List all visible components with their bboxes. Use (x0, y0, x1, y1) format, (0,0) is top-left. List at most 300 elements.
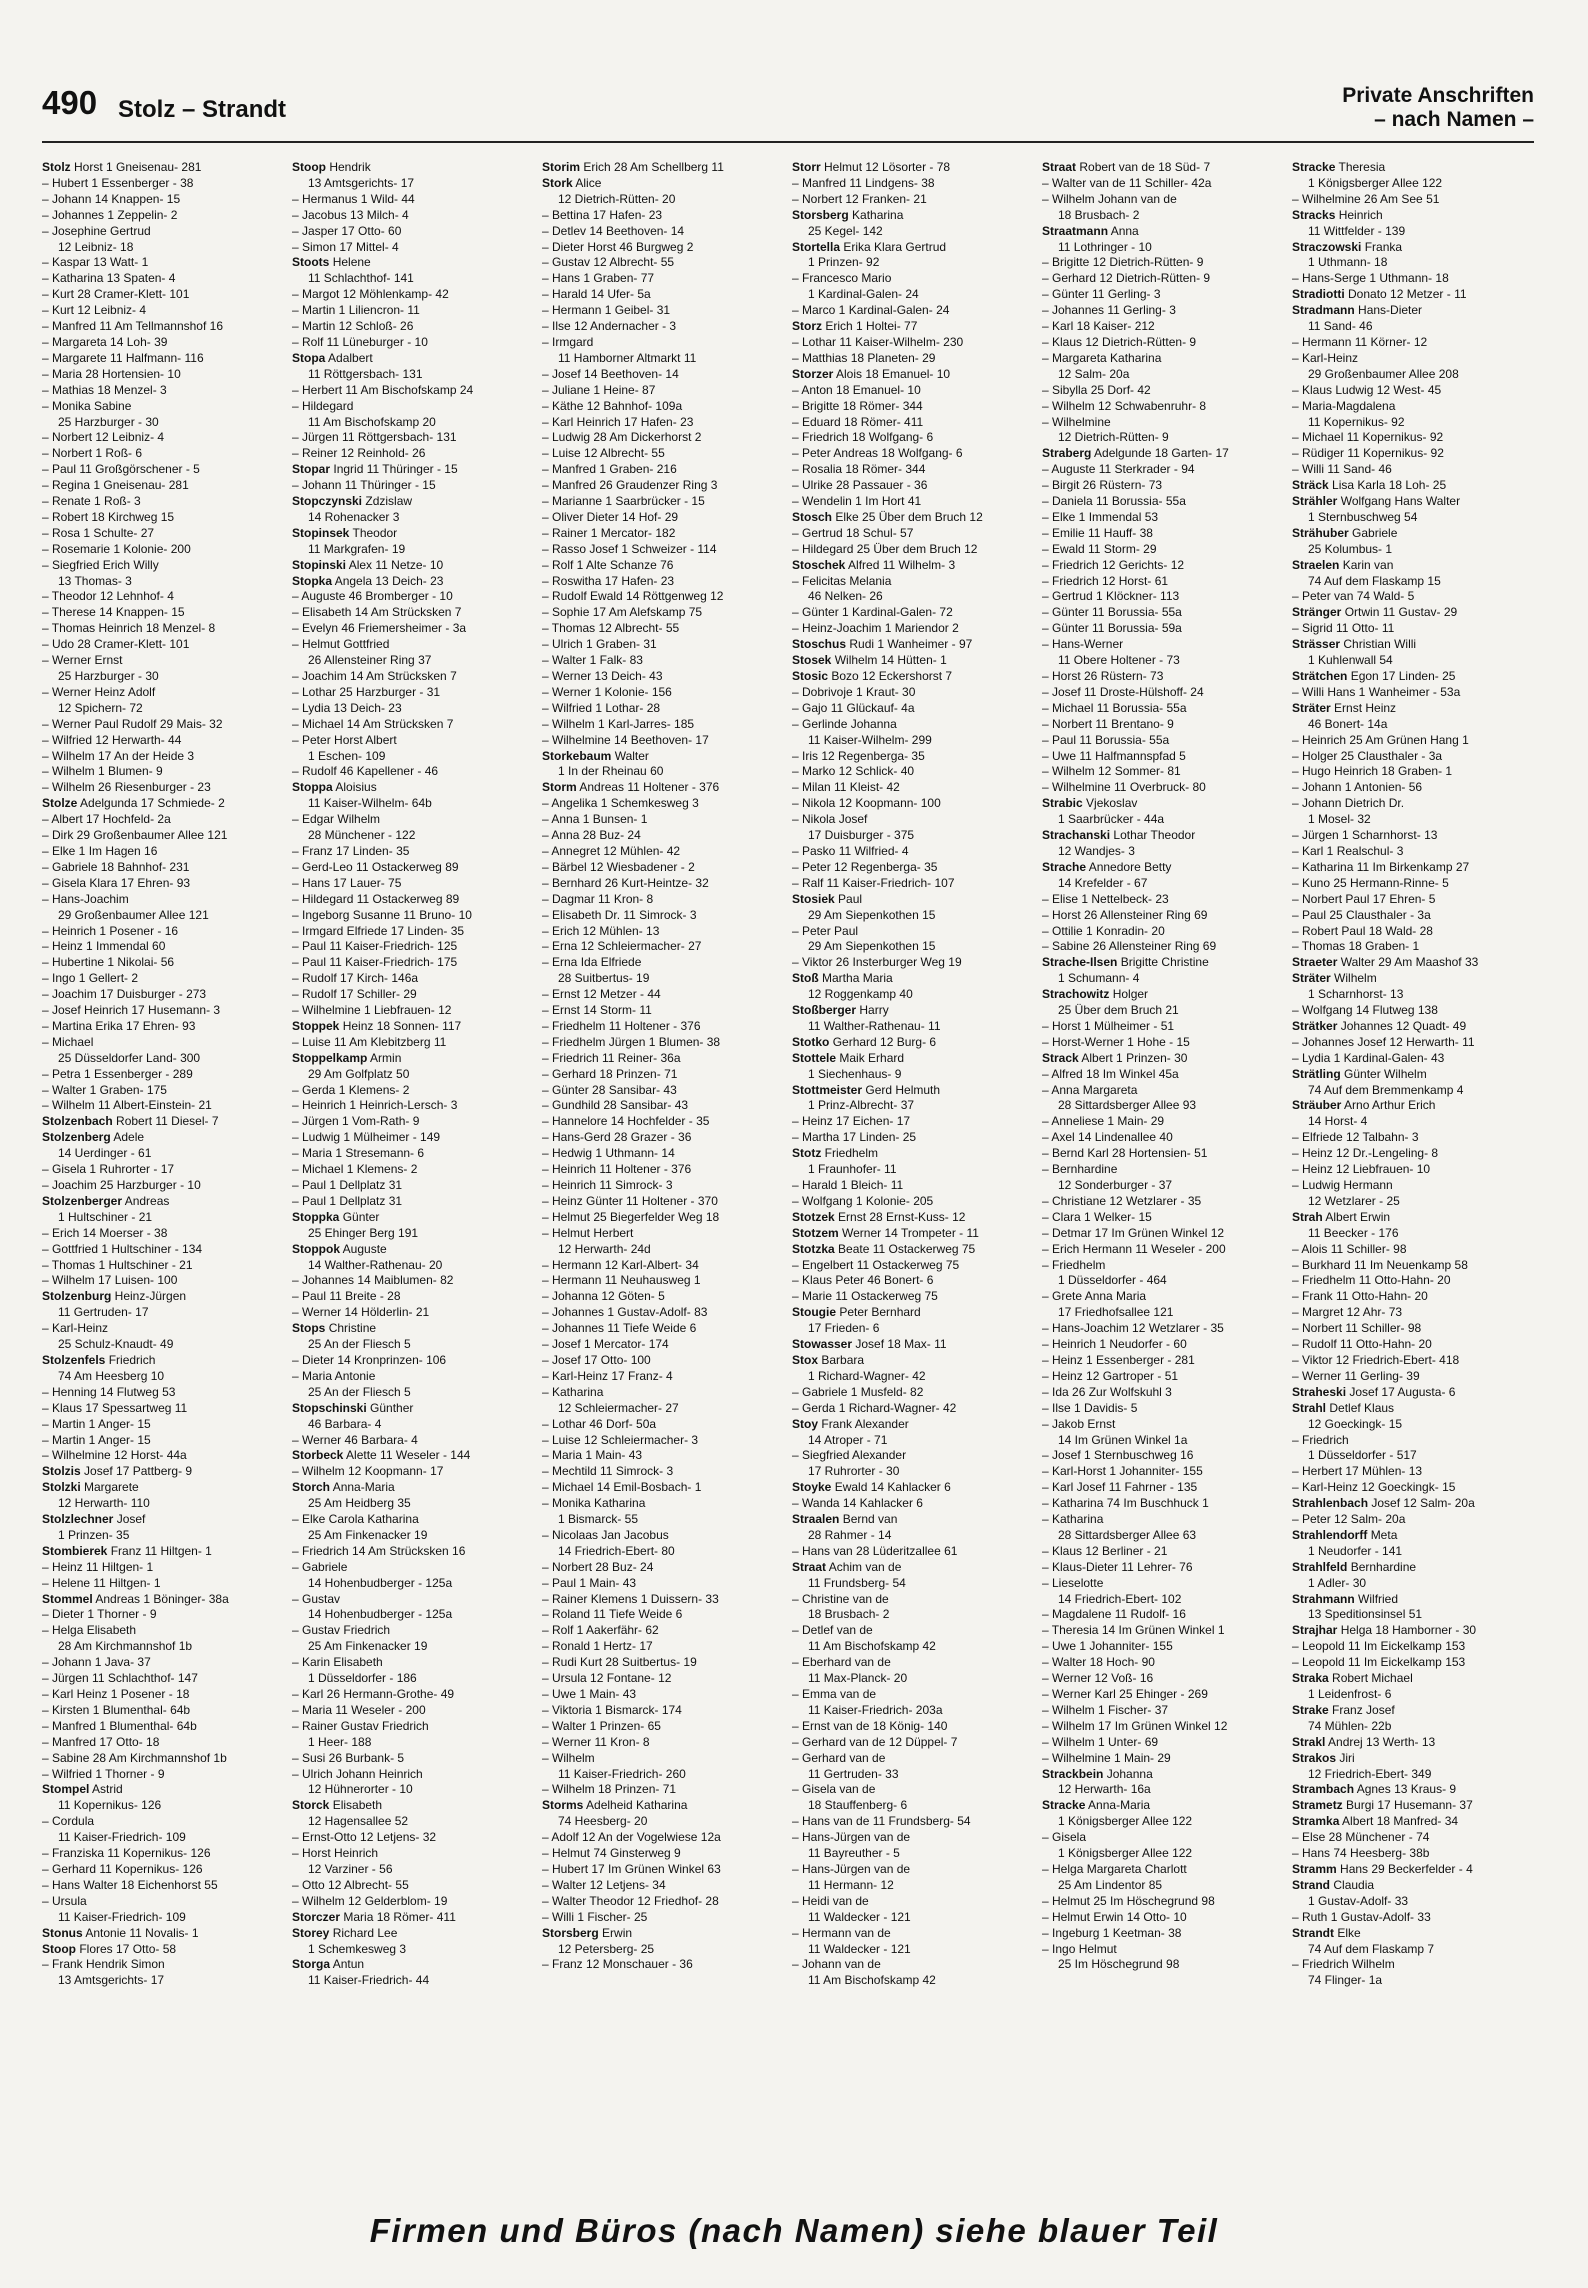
directory-entry (792, 987, 1042, 1003)
directory-entry (292, 1655, 542, 1671)
entry-text: – Heinz 11 Hiltgen- 1 (42, 1559, 154, 1574)
entry-text: – Ulrich 1 Graben- 31 (542, 637, 657, 652)
surname: Stoschus (792, 637, 847, 652)
entry-text: – Werner 12 Voß- 16 (1042, 1671, 1154, 1686)
entry-text: – Rudolf 17 Schiller- 29 (292, 987, 417, 1002)
directory-entry (792, 574, 1042, 590)
surname: Stoyke (792, 1480, 832, 1495)
entry-text: – Horst 26 Allensteiner Ring 69 (1042, 907, 1208, 922)
entry-text: Agnes 13 Kraus- 9 (1356, 1782, 1457, 1797)
surname: Stolz (42, 160, 71, 174)
entry-text: – Martin 12 Schloß- 26 (292, 319, 414, 334)
surname: Strätker (1292, 1018, 1338, 1033)
directory-entry (42, 494, 292, 510)
entry-text: Karin van (1342, 557, 1394, 572)
directory-entry (1042, 1544, 1292, 1560)
entry-text: Franka (1364, 239, 1403, 254)
entry-text: Ewald 14 Kahlacker 6 (834, 1480, 951, 1495)
directory-entry (1292, 1576, 1542, 1592)
entry-text: – Michael 1 Klemens- 2 (292, 1162, 418, 1177)
directory-entry (42, 1321, 292, 1337)
entry-text: – Otto 12 Albrecht- 55 (292, 1877, 409, 1892)
entry-text: 11 Frundsberg- 54 (808, 1575, 906, 1590)
entry-text: – Elisabeth 14 Am Strücksken 7 (292, 605, 462, 620)
section-heading (1342, 84, 1534, 132)
directory-entry (542, 224, 792, 240)
directory-entry (1292, 1878, 1542, 1894)
directory-entry (792, 1798, 1042, 1814)
directory-entry (542, 160, 792, 176)
entry-text: – Peter 12 Regenberga- 35 (792, 859, 938, 874)
directory-entry (42, 876, 292, 892)
entry-text: – Gajo 11 Glückauf- 4a (792, 700, 915, 715)
entry-text: Adelgunde 18 Garten- 17 (1094, 446, 1229, 461)
entry-text: 1 Düsseldorfer - 464 (1058, 1273, 1167, 1288)
directory-entry (542, 828, 792, 844)
entry-text: – Marie 11 Ostackerweg 75 (792, 1289, 938, 1304)
directory-entry (792, 526, 1042, 542)
directory-entry (1292, 1273, 1542, 1289)
directory-entry (792, 399, 1042, 415)
directory-entry (1292, 1321, 1542, 1337)
entry-text: 25 Kegel- 142 (808, 223, 883, 238)
entry-text: – Hildegard 25 Über dem Bruch 12 (792, 541, 978, 556)
entry-text: – Sabine 28 Am Kirchmannshof 1b (42, 1750, 227, 1765)
directory-entry (1042, 780, 1292, 796)
entry-text: Jiri (1339, 1750, 1355, 1765)
entry-text: – Felicitas Melania (792, 573, 892, 588)
surname: Strake (1292, 1702, 1329, 1717)
entry-text: 12 Sonderburger - 37 (1058, 1178, 1173, 1192)
directory-entry (1292, 653, 1542, 669)
surname: Stopinsek (292, 525, 350, 540)
entry-text: – Walter Theodor 12 Friedhof- 28 (542, 1893, 719, 1908)
entry-text: – Franziska 11 Kopernikus- 126 (42, 1846, 211, 1861)
entry-text: – Karl-Horst 1 Johanniter- 155 (1042, 1464, 1203, 1479)
directory-entry (1292, 446, 1542, 462)
surname: Strack (1042, 1050, 1079, 1065)
entry-text: 25 An der Fliesch 5 (308, 1384, 411, 1399)
entry-text: Elisabeth (332, 1798, 383, 1813)
entry-text: 11 Kaiser-Friedrich- 260 (558, 1766, 686, 1781)
entry-text: – Brigitte 18 Römer- 344 (792, 398, 923, 413)
entry-text: – Johann 1 Java- 37 (42, 1655, 151, 1670)
directory-entry (792, 669, 1042, 685)
directory-entry (1042, 1321, 1292, 1337)
directory-entry (1042, 733, 1292, 749)
entry-text: – Wolfgang 1 Kolonie- 205 (792, 1193, 934, 1208)
entry-text: – Gisela 1 Ruhrorter - 17 (42, 1162, 175, 1177)
surname: Stosiek (792, 891, 835, 906)
surname: Strahlendorff (1292, 1527, 1368, 1542)
surname: Stork (542, 175, 573, 190)
surname: Stoppelkamp (292, 1050, 368, 1065)
directory-entry (1042, 1942, 1292, 1958)
entry-text: – Hans van 28 Lüderitzallee 61 (792, 1543, 958, 1558)
entry-text: – Herbert 17 Mühlen- 13 (1292, 1464, 1423, 1479)
directory-entry (1042, 1814, 1292, 1830)
entry-text: 25 Schulz-Knaudt- 49 (58, 1337, 174, 1352)
entry-text: – Paul 11 Kaiser-Friedrich- 175 (292, 955, 458, 970)
directory-entry (1292, 812, 1542, 828)
directory-entry (1042, 605, 1292, 621)
surname: Strähler (1292, 494, 1338, 509)
entry-text: Friedrich (108, 1352, 156, 1367)
directory-entry (542, 542, 792, 558)
entry-text: 14 Friedrich-Ebert- 80 (558, 1543, 675, 1558)
surname: Stoop (292, 160, 326, 174)
entry-text: – Thomas 18 Graben- 1 (1292, 939, 1420, 954)
directory-entry (292, 1894, 542, 1910)
directory-entry (42, 828, 292, 844)
directory-entry (1042, 669, 1292, 685)
directory-entry (1042, 1448, 1292, 1464)
entry-text: – Gottfried 1 Hultschiner - 134 (42, 1241, 203, 1256)
directory-entry (542, 510, 792, 526)
directory-entry (42, 1592, 292, 1608)
directory-entry (542, 1480, 792, 1496)
directory-entry (542, 669, 792, 685)
directory-entry (42, 192, 292, 208)
directory-entry (42, 1544, 292, 1560)
directory-entry (42, 1003, 292, 1019)
directory-entry (1042, 1083, 1292, 1099)
entry-text: – Emilie 11 Hauff- 38 (1042, 525, 1153, 540)
footer-note: Firmen und Büros (nach Namen) siehe blauer Teil (369, 2212, 1219, 2249)
entry-text: Egon 17 Linden- 25 (1350, 669, 1456, 683)
directory-entry (292, 1130, 542, 1146)
entry-text: – Josef Heinrich 17 Husemann- 3 (42, 1003, 221, 1018)
directory-entry (542, 876, 792, 892)
entry-text: – Brigitte 12 Dietrich-Rütten- 9 (1042, 255, 1204, 270)
entry-text: 1 Königsberger Allee 122 (1058, 1814, 1193, 1829)
entry-text: 25 Am Finkenacker 19 (308, 1639, 428, 1654)
directory-entry (1292, 733, 1542, 749)
directory-entry (1042, 271, 1292, 287)
entry-text: – Erich Hermann 11 Weseler - 200 (1042, 1241, 1226, 1256)
directory-entry (1292, 589, 1542, 605)
directory-entry (292, 1687, 542, 1703)
entry-text: – Hans-Jürgen van de (792, 1861, 911, 1876)
entry-text: – Johannes Josef 12 Herwarth- 11 (1292, 1034, 1475, 1049)
directory-entry (542, 335, 792, 351)
entry-text: – Sigrid 11 Otto- 11 (1292, 621, 1395, 636)
directory-entry (1292, 1973, 1542, 1989)
entry-text: – Peter van 74 Wald- 5 (1292, 589, 1415, 604)
directory-entry (542, 574, 792, 590)
directory-entry (292, 240, 542, 256)
directory-entry (42, 1894, 292, 1910)
directory-entry (792, 1385, 1042, 1401)
directory-entry (42, 335, 292, 351)
surname: Stoppek (292, 1018, 340, 1033)
directory-entry (292, 1846, 542, 1862)
directory-entry (792, 1305, 1042, 1321)
directory-entry (1292, 987, 1542, 1003)
directory-entry (292, 1671, 542, 1687)
directory-entry (792, 1687, 1042, 1703)
entry-text: 11 Kaiser-Wilhelm- 64b (308, 796, 432, 811)
entry-text: 1 Siechenhaus- 9 (808, 1066, 902, 1081)
directory-entry (792, 1703, 1042, 1719)
entry-text: 28 Sittardsberger Allee 93 (1058, 1098, 1197, 1113)
entry-text: – Erna 12 Schleiermacher- 27 (542, 939, 702, 954)
entry-text: – Cordula (42, 1814, 95, 1829)
directory-entry (42, 1862, 292, 1878)
directory-entry (42, 558, 292, 574)
directory-entry (542, 1448, 792, 1464)
entry-text: 25 Im Höschegrund 98 (1058, 1957, 1180, 1972)
entry-text: 12 Spichern- 72 (58, 700, 143, 715)
directory-entry (792, 1067, 1042, 1083)
directory-entry (292, 574, 542, 590)
directory-entry (42, 971, 292, 987)
entry-text: – Paul 11 Breite - 28 (292, 1289, 401, 1304)
entry-text: 28 Suitbertus- 19 (558, 971, 650, 986)
directory-entry (542, 208, 792, 224)
entry-text: Gerhard 12 Burg- 6 (832, 1034, 937, 1049)
directory-entry (42, 1417, 292, 1433)
entry-text: – Alfred 18 Im Winkel 45a (1042, 1066, 1179, 1081)
surname: Storey (292, 1925, 330, 1940)
surname: Stotzek (792, 1209, 835, 1224)
entry-text: – Sibylla 25 Dorf- 42 (1042, 382, 1151, 397)
directory-entry (1042, 351, 1292, 367)
entry-text: 28 Am Kirchmannshof 1b (58, 1639, 193, 1654)
directory-entry (542, 844, 792, 860)
entry-text: 29 Am Golfplatz 50 (308, 1066, 410, 1081)
entry-text: Johannes 12 Quadt- 49 (1340, 1018, 1467, 1033)
surname: Strametz (1292, 1798, 1343, 1813)
directory-entry (42, 1655, 292, 1671)
entry-text: 1 Richard-Wagner- 42 (808, 1368, 926, 1383)
entry-text: – Milan 11 Kleist- 42 (792, 780, 900, 795)
directory-entry (1042, 574, 1292, 590)
entry-text: – Thomas 12 Albrecht- 55 (542, 621, 680, 636)
entry-text: – Leopold 11 Im Eickelkamp 153 (1292, 1639, 1466, 1654)
entry-text: Franz 11 Hiltgen- 1 (110, 1543, 212, 1558)
entry-text: – Werner 11 Kron- 8 (542, 1734, 650, 1749)
directory-entry (1292, 1337, 1542, 1353)
entry-text: – Oliver Dieter 14 Hof- 29 (542, 509, 679, 524)
directory-entry (542, 733, 792, 749)
surname: Stox (792, 1352, 819, 1367)
directory-entry (1292, 1051, 1542, 1067)
directory-entry (1042, 621, 1292, 637)
directory-entry (1042, 1433, 1292, 1449)
directory-entry (42, 605, 292, 621)
entry-text: – Karl Heinrich 17 Hafen- 23 (542, 414, 694, 429)
directory-entry (792, 876, 1042, 892)
entry-text: Horst 1 Gneisenau- 281 (74, 160, 202, 174)
directory-entry (1292, 1019, 1542, 1035)
directory-entry (1042, 1957, 1292, 1973)
directory-entry (292, 733, 542, 749)
directory-entry (292, 780, 542, 796)
directory-entry (1292, 1210, 1542, 1226)
directory-column (292, 160, 542, 2210)
entry-text: – Martha 17 Linden- 25 (792, 1130, 917, 1145)
directory-entry (792, 844, 1042, 860)
entry-text: – Margareta 14 Loh- 39 (42, 334, 168, 349)
surname: Strache (1042, 859, 1087, 874)
entry-text: – Dirk 29 Großenbaumer Allee 121 (42, 828, 228, 843)
entry-text: – Rosalia 18 Römer- 344 (792, 462, 926, 477)
entry-text: – Christiane 12 Wetzlarer - 35 (1042, 1193, 1202, 1208)
directory-entry (42, 1512, 292, 1528)
entry-text: – Ludwig 28 Am Dickerhorst 2 (542, 430, 702, 445)
entry-text: – Rainer Gustav Friedrich (292, 1718, 429, 1733)
entry-text: – Ingo Helmut (1042, 1941, 1117, 1956)
entry-text: – Günter 11 Borussia- 59a (1042, 621, 1182, 636)
entry-text: – Friedhelm 11 Otto-Hahn- 20 (1292, 1273, 1451, 1288)
entry-text: 25 Am Finkenacker 19 (308, 1527, 428, 1542)
directory-entry (292, 1146, 542, 1162)
entry-text: – Henning 14 Flutweg 53 (42, 1384, 176, 1399)
entry-text: – Elke 1 Immendal 53 (1042, 509, 1159, 524)
entry-text: – Kirsten 1 Blumenthal- 64b (42, 1702, 191, 1717)
directory-entry (1292, 1369, 1542, 1385)
directory-entry (542, 1671, 792, 1687)
surname: Strachowitz (1042, 987, 1110, 1002)
surname: Sträter (1292, 971, 1331, 986)
directory-entry (1042, 1258, 1292, 1274)
directory-entry (1292, 1098, 1542, 1114)
entry-text: – Günter 11 Borussia- 55a (1042, 605, 1182, 620)
directory-entry (792, 176, 1042, 192)
directory-entry (42, 924, 292, 940)
directory-entry (542, 1210, 792, 1226)
entry-text: – Gerda 1 Klemens- 2 (292, 1082, 410, 1097)
entry-text: – Paul 1 Main- 43 (542, 1575, 637, 1590)
directory-entry (1292, 1305, 1542, 1321)
entry-text: – Bernhard 26 Kurt-Heintze- 32 (542, 875, 709, 890)
entry-text: – Hans-Werner (1042, 637, 1124, 652)
entry-text: 11 Wittfelder - 139 (1308, 223, 1406, 238)
entry-text: – Ronald 1 Hertz- 17 (542, 1639, 653, 1654)
directory-entry (1292, 1862, 1542, 1878)
directory-entry (42, 1401, 292, 1417)
entry-text: 11 Schlachthof- 141 (308, 271, 414, 286)
entry-text: Albert 18 Manfred- 34 (1342, 1814, 1459, 1829)
entry-text: – Wanda 14 Kahlacker 6 (792, 1496, 923, 1511)
entry-text: – Matthias 18 Planeten- 29 (792, 350, 936, 365)
entry-text: – Heinz 1 Immendal 60 (42, 939, 166, 954)
directory-entry (792, 1592, 1042, 1608)
surname: Stränger (1292, 605, 1342, 620)
entry-text: – Rudolf 11 Otto-Hahn- 20 (1292, 1337, 1432, 1352)
directory-entry (1042, 526, 1292, 542)
directory-entry (1042, 255, 1292, 271)
directory-entry (1292, 1496, 1542, 1512)
directory-entry (292, 1910, 542, 1926)
entry-text: – Daniela 11 Borussia- 55a (1042, 494, 1186, 509)
entry-text: – Norbert 12 Leibniz- 4 (42, 430, 165, 445)
entry-text: – Josephine Gertrud (42, 223, 151, 238)
surname: Storim (542, 160, 581, 174)
directory-entry (1292, 1957, 1542, 1973)
entry-text: – Hannelore 14 Hochfelder - 35 (542, 1114, 710, 1129)
directory-entry (542, 621, 792, 637)
surname: Strähuber (1292, 525, 1349, 540)
entry-text: – Hans-Jürgen van de (792, 1830, 911, 1845)
entry-text: Rudi 1 Wanheimer - 97 (849, 637, 973, 652)
entry-text: – Heinrich 1 Posener - 16 (42, 923, 179, 938)
directory-entry (1042, 1639, 1292, 1655)
header-rule (42, 141, 1534, 143)
entry-text: Alfred 11 Wilhelm- 3 (848, 557, 956, 572)
directory-entry (792, 510, 1042, 526)
surname: Stotz (792, 1146, 822, 1161)
entry-text: – Jürgen 11 Röttgersbach- 131 (292, 430, 457, 445)
directory-entry (1042, 176, 1292, 192)
surname: Stracks (1292, 207, 1336, 222)
entry-text: – Hildegard (292, 398, 354, 413)
directory-entry (792, 1162, 1042, 1178)
directory-entry (792, 1003, 1042, 1019)
entry-text: 11 Lothringer - 10 (1058, 239, 1152, 254)
directory-entry (1042, 383, 1292, 399)
entry-text: Josef 12 Salm- 20a (1371, 1496, 1475, 1511)
entry-text: 12 Wandjes- 3 (1058, 843, 1135, 858)
entry-text: – Hans 74 Heesberg- 38b (1292, 1846, 1430, 1861)
entry-text: – Gerlinde Johanna (792, 716, 897, 731)
directory-entry (1042, 1560, 1292, 1576)
directory-entry (542, 1258, 792, 1274)
entry-text: – Annegret 12 Mühlen- 42 (542, 843, 681, 858)
entry-text: 12 Herwarth- 24d (558, 1241, 651, 1256)
entry-text: – Hans-Joachim 12 Wetzlarer - 35 (1042, 1321, 1224, 1336)
directory-entry (792, 224, 1042, 240)
entry-text: – Monika Sabine (42, 398, 132, 413)
entry-text: – Erna Ida Elfriede (542, 955, 642, 970)
directory-entry (1042, 1687, 1292, 1703)
directory-entry (1042, 1862, 1292, 1878)
entry-text: 74 Auf dem Bremmenkamp 4 (1308, 1082, 1464, 1097)
entry-text: – Edgar Wilhelm (292, 812, 381, 827)
directory-entry (1292, 224, 1542, 240)
entry-text: Maria 18 Römer- 411 (343, 1909, 456, 1924)
entry-text: – Pasko 11 Wilfried- 4 (792, 843, 909, 858)
directory-entry (292, 1560, 542, 1576)
entry-text: – Harald 1 Bleich- 11 (792, 1178, 904, 1192)
directory-entry (792, 1544, 1042, 1560)
directory-entry (1292, 955, 1542, 971)
directory-entry (1042, 160, 1292, 176)
entry-text: – Kuno 25 Hermann-Rinne- 5 (1292, 875, 1449, 890)
entry-text: – Nicolaas Jan Jacobus (542, 1527, 669, 1542)
directory-entry (542, 351, 792, 367)
entry-text: Flores 17 Otto- 58 (79, 1941, 177, 1956)
directory-entry (542, 1162, 792, 1178)
directory-entry (292, 1067, 542, 1083)
directory-entry (1292, 860, 1542, 876)
entry-text: 1 Bismarck- 55 (558, 1512, 639, 1527)
directory-entry (542, 1942, 792, 1958)
directory-entry (1292, 351, 1542, 367)
entry-text: – Ulrike 28 Passauer - 36 (792, 478, 928, 493)
entry-text: – Paul 11 Borussia- 55a (1042, 732, 1170, 747)
surname: Storz (792, 319, 822, 334)
entry-text: 11 Kaiser-Friedrich- 44 (308, 1973, 430, 1988)
directory-entry (792, 749, 1042, 765)
directory-entry (792, 160, 1042, 176)
entry-text: Ingrid 11 Thüringer - 15 (333, 462, 458, 477)
surname: Stopar (292, 462, 331, 477)
directory-entry (1042, 1496, 1292, 1512)
entry-text: – Eduard 18 Römer- 411 (792, 414, 924, 429)
directory-entry (542, 240, 792, 256)
